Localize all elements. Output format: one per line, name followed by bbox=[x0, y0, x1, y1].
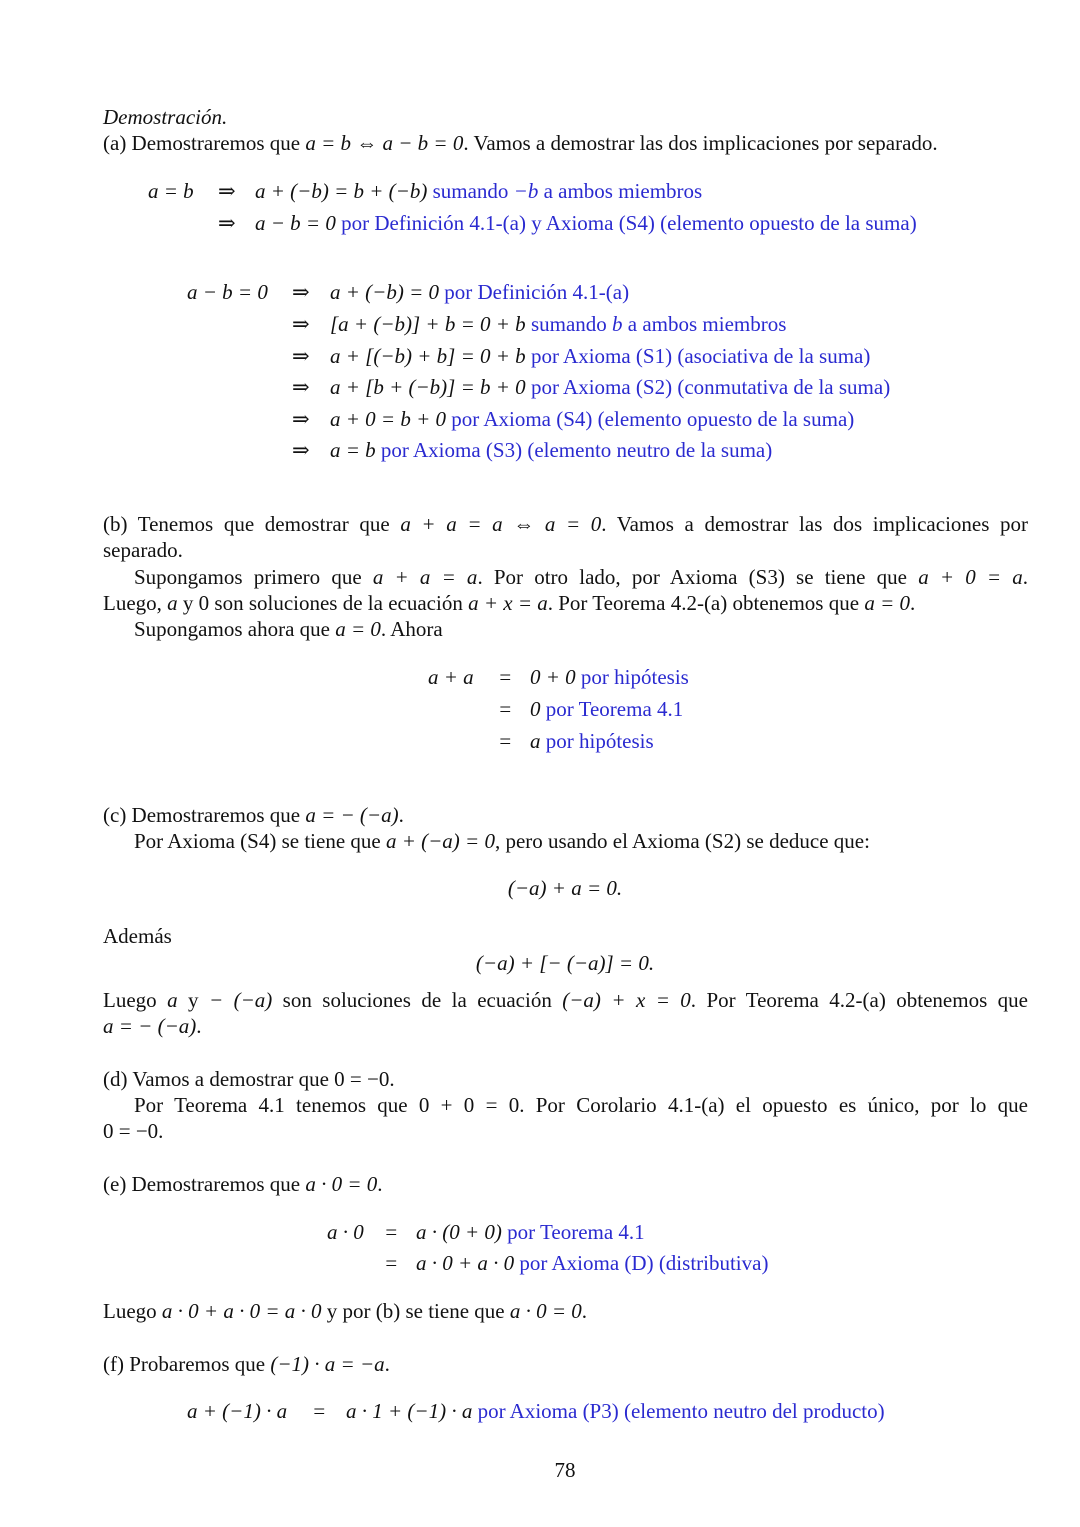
math-expression: a + (−1) · a bbox=[187, 1399, 288, 1423]
math-expression: = bbox=[498, 665, 513, 689]
text-line bbox=[330, 406, 854, 432]
prose-text: . bbox=[1022, 565, 1029, 589]
text-line bbox=[134, 828, 870, 854]
reference-note: por Axioma (P3) (elemento neutro del producto) bbox=[472, 1399, 885, 1423]
reference-note: por Teorema 4.1 bbox=[540, 697, 684, 721]
prose-text: separado. bbox=[103, 538, 183, 562]
math-expression: = bbox=[498, 697, 513, 721]
text-line bbox=[327, 1219, 364, 1245]
reference-note: sumando bbox=[427, 179, 514, 203]
text-line bbox=[292, 437, 310, 463]
math-expression: = bbox=[384, 1220, 399, 1244]
math-expression: a · 0 + a · 0 bbox=[416, 1251, 515, 1275]
reference-note: sumando bbox=[525, 312, 613, 336]
text-line bbox=[103, 1298, 587, 1324]
text-line bbox=[498, 696, 512, 722]
math-expression: a = b ⇔ a − b = 0 bbox=[305, 131, 464, 155]
prose-text: . Vamos a demostrar las dos implicaciones por separado. bbox=[463, 131, 938, 155]
text-line bbox=[498, 728, 512, 754]
text-line bbox=[330, 374, 890, 400]
reference-note: por Definición 4.1-(a) y Axioma (S4) (elemento opuesto de la suma) bbox=[335, 211, 917, 235]
text-line bbox=[428, 664, 474, 690]
math-expression: a · 0 + a · 0 = a · 0 bbox=[161, 1299, 322, 1323]
math-expression: a · 1 + (−1) · a bbox=[346, 1399, 473, 1423]
math-expression: a = 0 bbox=[335, 617, 381, 641]
text-line bbox=[187, 1398, 287, 1424]
text-line bbox=[103, 130, 938, 156]
prose-text: , pero usando el Axioma (S2) se deduce que: bbox=[494, 829, 870, 853]
math-expression: (−a) + x = 0 bbox=[562, 988, 691, 1012]
math-expression: 0 bbox=[530, 697, 541, 721]
prose-text: . Por otro lado, por Axioma (S3) se tiene que bbox=[477, 565, 919, 589]
math-expression: a · (0 + 0) bbox=[416, 1220, 502, 1244]
text-line bbox=[103, 1066, 395, 1092]
text-line bbox=[346, 1398, 885, 1424]
reference-note: a ambos miembros bbox=[538, 179, 703, 203]
prose-text: . bbox=[581, 1299, 588, 1323]
math-expression: a = − (−a) bbox=[103, 1014, 197, 1038]
prose-text: y 0 son soluciones de la ecuación bbox=[177, 591, 469, 615]
reference-note: −b bbox=[513, 179, 539, 203]
math-expression: a bbox=[530, 729, 541, 753]
page-number bbox=[555, 1457, 576, 1483]
text-line bbox=[292, 343, 310, 369]
text-line bbox=[330, 311, 786, 337]
math-expression: a + [b + (−b)] = b + 0 bbox=[330, 375, 526, 399]
prose-text: Por Axioma (S4) se tiene que bbox=[134, 829, 386, 853]
math-expression: (−a) + [− (−a)] = 0. bbox=[475, 951, 655, 975]
math-expression: ⇒ bbox=[292, 344, 310, 368]
reference-note: por hipótesis bbox=[575, 665, 689, 689]
text-line bbox=[103, 1118, 163, 1144]
math-expression: ⇒ bbox=[292, 280, 310, 304]
prose-text: . bbox=[384, 1352, 390, 1376]
prose-text: y por (b) se tiene que bbox=[321, 1299, 510, 1323]
text-line bbox=[498, 664, 512, 690]
text-line bbox=[384, 1219, 398, 1245]
text-line bbox=[187, 279, 268, 305]
prose-text: . Vamos a demostrar las dos implicaciones por bbox=[601, 512, 1029, 536]
text-line bbox=[255, 210, 917, 236]
math-expression: ⇒ bbox=[292, 438, 310, 462]
prose-text: Supongamos ahora que bbox=[134, 617, 336, 641]
prose-text: Supongamos primero que bbox=[134, 565, 373, 589]
text-line bbox=[103, 987, 1028, 1013]
math-expression: (−1) · a = −a bbox=[270, 1352, 385, 1376]
math-expression: a + (−a) = 0 bbox=[385, 829, 495, 853]
math-expression: a bbox=[167, 591, 178, 615]
math-expression: a = − (−a) bbox=[305, 803, 399, 827]
reference-note: por Definición 4.1-(a) bbox=[439, 280, 630, 304]
text-line bbox=[292, 406, 310, 432]
text-line bbox=[134, 616, 443, 642]
math-expression: a · 0 = 0 bbox=[305, 1172, 378, 1196]
prose-text: (f) Probaremos que bbox=[103, 1352, 271, 1376]
math-expression: a bbox=[167, 988, 178, 1012]
text-line bbox=[312, 1398, 326, 1424]
text-line bbox=[330, 343, 870, 369]
math-expression: ⇒ bbox=[218, 211, 236, 235]
prose-text: Luego bbox=[103, 988, 168, 1012]
prose-text: (a) Demostraremos que bbox=[103, 131, 306, 155]
math-expression: a · 0 = 0 bbox=[509, 1299, 582, 1323]
math-expression: a = b bbox=[148, 179, 194, 203]
text-line bbox=[292, 311, 310, 337]
reference-note: por Axioma (S2) (conmutativa de la suma) bbox=[525, 375, 891, 399]
text-line bbox=[103, 537, 183, 563]
text-line bbox=[416, 1250, 768, 1276]
math-expression: (−a) + a = 0. bbox=[507, 876, 623, 900]
text-line bbox=[103, 923, 172, 949]
prose-text: y bbox=[177, 988, 209, 1012]
text-line bbox=[103, 802, 404, 828]
prose-text: . Por Teorema 4.2-(a) obtenemos que bbox=[547, 591, 865, 615]
math-expression: a + [(−b) + b] = 0 + b bbox=[330, 344, 526, 368]
text-line bbox=[103, 1013, 202, 1039]
prose-text: (b) Tenemos que demostrar que bbox=[103, 512, 401, 536]
math-expression: ⇒ bbox=[292, 407, 310, 431]
prose-text: Luego bbox=[103, 1299, 162, 1323]
text-line bbox=[134, 1092, 1028, 1118]
text-line bbox=[384, 1250, 398, 1276]
reference-note: b bbox=[612, 312, 623, 336]
math-expression: a + a = a bbox=[372, 565, 478, 589]
math-expression: = bbox=[312, 1399, 327, 1423]
math-expression: − (−a) bbox=[208, 988, 273, 1012]
math-expression: = bbox=[498, 729, 513, 753]
prose-text: (c) Demostraremos que bbox=[103, 803, 306, 827]
text-line bbox=[416, 1219, 645, 1245]
math-expression: a + a bbox=[428, 665, 474, 689]
text-line bbox=[530, 664, 689, 690]
reference-note: por Axioma (S4) (elemento opuesto de la suma) bbox=[446, 407, 855, 431]
math-expression: ⇒ bbox=[292, 375, 310, 399]
math-expression: ⇒ bbox=[218, 179, 236, 203]
math-expression: a + (−b) = 0 bbox=[330, 280, 439, 304]
text-line bbox=[103, 590, 915, 616]
text-line bbox=[134, 564, 1028, 590]
prose-text: . bbox=[909, 591, 916, 615]
math-expression: 0 + 0 bbox=[530, 665, 576, 689]
math-expression: a = b bbox=[330, 438, 376, 462]
math-expression: a − b = 0 bbox=[255, 211, 336, 235]
prose-text: Además bbox=[103, 924, 172, 948]
text-line bbox=[103, 104, 227, 130]
prose-text: . bbox=[398, 803, 404, 827]
reference-note: por hipótesis bbox=[540, 729, 654, 753]
prose-text: Por Teorema 4.1 tenemos que 0 + 0 = 0. Por Corolario 4.1-(a) el opuesto es único, por lo que bbox=[134, 1093, 1028, 1117]
text-line bbox=[530, 728, 654, 754]
text-line bbox=[218, 210, 236, 236]
text-line bbox=[103, 1171, 383, 1197]
text-line bbox=[255, 178, 702, 204]
reference-note: a ambos miembros bbox=[622, 312, 787, 336]
text-line bbox=[330, 437, 772, 463]
prose-text: . bbox=[377, 1172, 383, 1196]
math-expression: a + a = a ⇔ a = 0 bbox=[400, 512, 602, 536]
prose-text: . Por Teorema 4.2-(a) obtenemos que bbox=[690, 988, 1029, 1012]
prose-text: 78 bbox=[554, 1458, 576, 1482]
math-expression: a = 0 bbox=[864, 591, 910, 615]
text-line bbox=[508, 875, 622, 901]
reference-note: por Axioma (S3) (elemento neutro de la suma) bbox=[375, 438, 773, 462]
reference-note: por Axioma (D) (distributiva) bbox=[514, 1251, 769, 1275]
math-expression: a + 0 = b + 0 bbox=[330, 407, 447, 431]
text-line bbox=[330, 279, 629, 305]
text-line bbox=[103, 511, 1028, 537]
prose-text: . Ahora bbox=[380, 617, 443, 641]
math-expression: a · 0 bbox=[327, 1220, 364, 1244]
math-expression: a + (−b) = b + (−b) bbox=[255, 179, 428, 203]
math-expression: a + x = a bbox=[468, 591, 548, 615]
prose-text: (e) Demostraremos que bbox=[103, 1172, 306, 1196]
text-line bbox=[292, 374, 310, 400]
math-expression: ⇒ bbox=[292, 312, 310, 336]
text-line bbox=[292, 279, 310, 305]
prose-text: . bbox=[196, 1014, 202, 1038]
prose-text: Demostración. bbox=[103, 105, 228, 129]
math-expression: [a + (−b)] + b = 0 + b bbox=[330, 312, 526, 336]
prose-text: Luego, bbox=[103, 591, 168, 615]
math-expression: a − b = 0 bbox=[187, 280, 268, 304]
text-line bbox=[530, 696, 683, 722]
math-expression: = bbox=[384, 1251, 399, 1275]
text-line bbox=[148, 178, 194, 204]
prose-text: son soluciones de la ecuación bbox=[272, 988, 563, 1012]
text-line bbox=[218, 178, 236, 204]
prose-text: (d) Vamos a demostrar que 0 = −0. bbox=[103, 1067, 395, 1091]
math-expression: a + 0 = a bbox=[918, 565, 1023, 589]
text-line bbox=[103, 1351, 390, 1377]
reference-note: por Axioma (S1) (asociativa de la suma) bbox=[525, 344, 871, 368]
prose-text: 0 = −0. bbox=[103, 1119, 164, 1143]
reference-note: por Teorema 4.1 bbox=[501, 1220, 645, 1244]
text-line bbox=[476, 950, 654, 976]
